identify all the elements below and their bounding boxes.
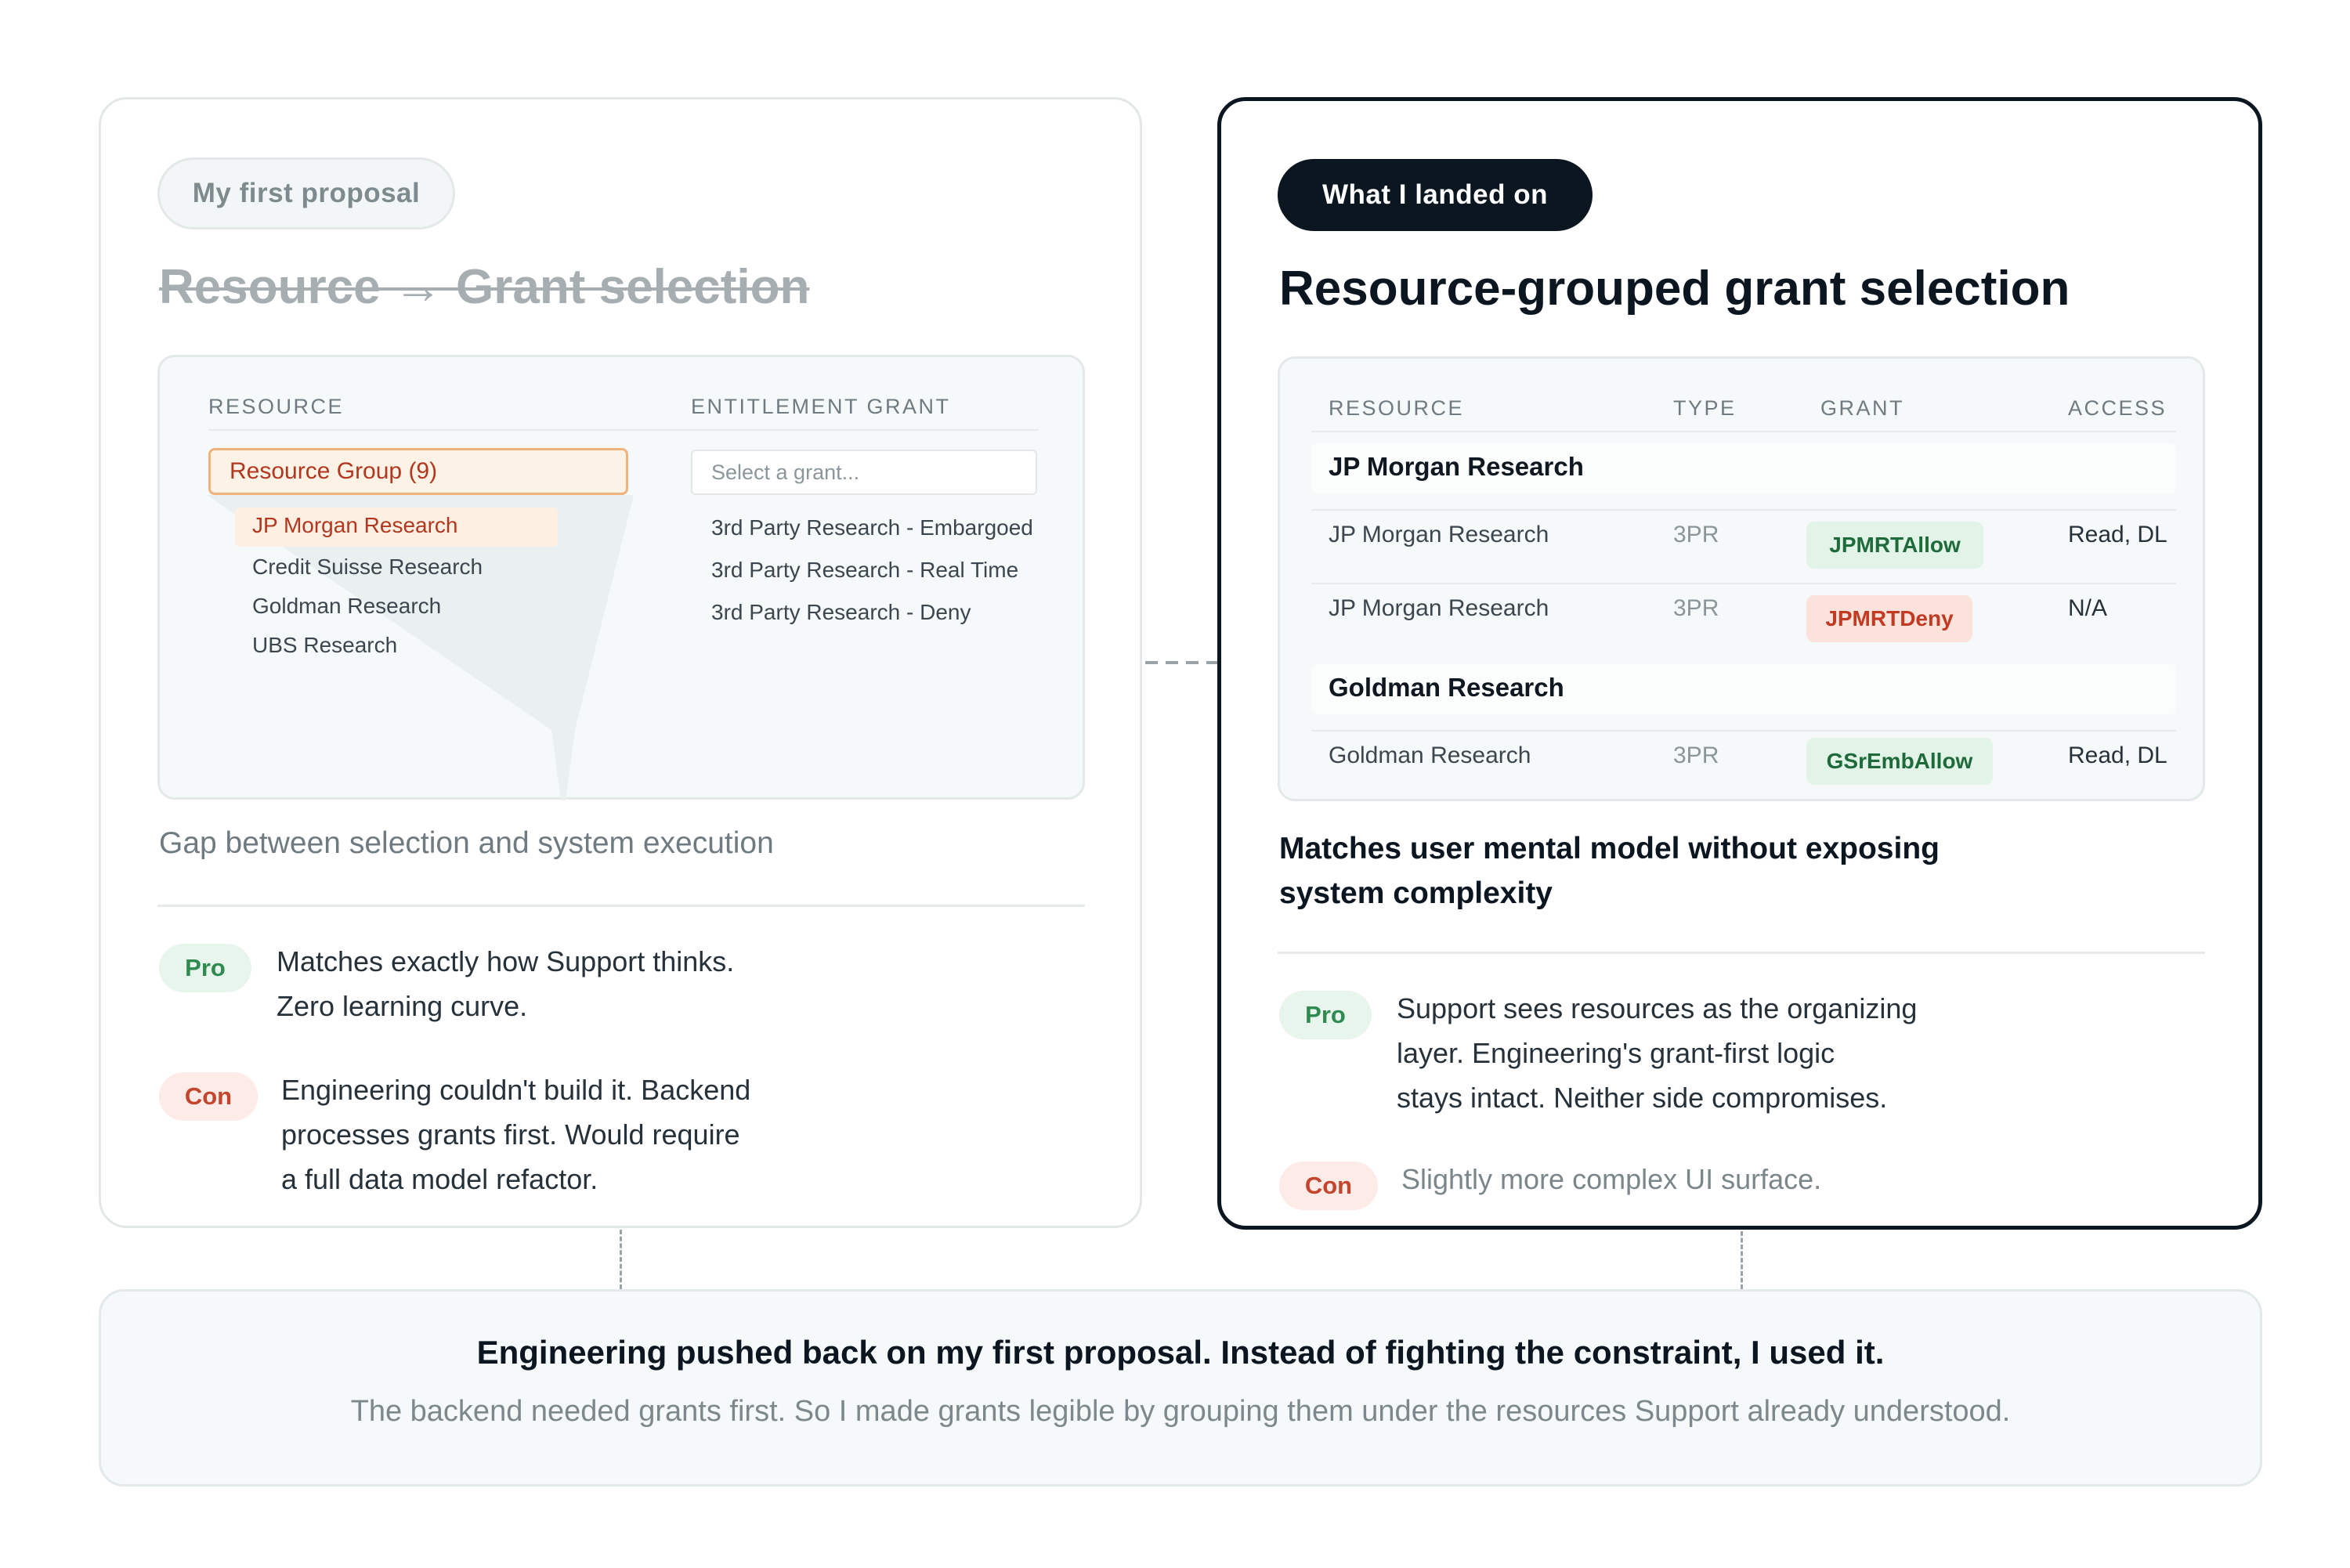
- grant-select-placeholder: Select a grant...: [711, 460, 860, 484]
- right-connector-line: [1741, 1231, 1743, 1289]
- row-access: N/A: [2068, 595, 2108, 621]
- pro-text-line: Zero learning curve.: [277, 990, 528, 1022]
- resource-group-select[interactable]: [208, 448, 628, 495]
- table-header-access: ACCESS: [2068, 396, 2167, 420]
- row-resource: Goldman Research: [1329, 742, 1531, 768]
- con-text-line: a full data model refactor.: [281, 1163, 598, 1195]
- row-access: Read, DL: [2068, 742, 2167, 768]
- pro-text-line: Matches exactly how Support thinks.: [277, 945, 735, 977]
- resource-item[interactable]: UBS Research: [252, 633, 398, 657]
- table-header-divider: [1311, 431, 2176, 432]
- grant-chip-allow[interactable]: JPMRTAllow: [1806, 522, 1983, 569]
- final-solution-title: Resource-grouped grant selection: [1279, 262, 2070, 316]
- row-access: Read, DL: [2068, 522, 2167, 547]
- grant-option[interactable]: 3rd Party Research - Deny: [711, 600, 971, 624]
- grant-chip-allow[interactable]: GSrEmbAllow: [1806, 738, 1993, 785]
- first-proposal-caption: Gap between selection and system execution: [159, 826, 774, 860]
- row-type: 3PR: [1673, 595, 1719, 621]
- pro-text-line: Support sees resources as the organizing: [1397, 992, 1918, 1024]
- first-proposal-card: [99, 97, 1142, 1228]
- entitlement-grant-column-header: ENTITLEMENT GRANT: [691, 395, 951, 418]
- row-type: 3PR: [1673, 522, 1719, 547]
- right-card-divider: [1278, 952, 2205, 954]
- group-name: Goldman Research: [1329, 673, 1564, 702]
- table-header-type: TYPE: [1673, 396, 1737, 420]
- pro-text-line: layer. Engineering's grant-first logic: [1397, 1037, 1835, 1069]
- banner-subline: The backend needed grants first. So I made grants legible by grouping them under the resources Support already understood.: [350, 1395, 2011, 1428]
- table-header-grant: GRANT: [1820, 396, 1904, 420]
- table-header-resource: RESOURCE: [1329, 396, 1465, 420]
- summary-banner: [99, 1289, 2262, 1487]
- resource-item[interactable]: JP Morgan Research: [252, 513, 458, 537]
- resource-item[interactable]: Credit Suisse Research: [252, 555, 483, 579]
- grant-option[interactable]: 3rd Party Research - Embargoed: [711, 515, 1033, 540]
- resource-item[interactable]: Goldman Research: [252, 594, 442, 618]
- con-tag: Con: [159, 1072, 258, 1121]
- group-name: JP Morgan Research: [1329, 452, 1584, 481]
- first-proposal-mockup: [157, 355, 1085, 800]
- caption-line: Matches user mental model without exposing: [1279, 832, 1940, 865]
- resource-column-header: RESOURCE: [208, 395, 345, 418]
- left-connector-line: [620, 1230, 622, 1289]
- left-mock-header-divider: [208, 429, 1039, 431]
- caption-line: system complexity: [1279, 876, 1553, 910]
- row-resource: JP Morgan Research: [1329, 595, 1549, 621]
- grant-chip-deny[interactable]: JPMRTDeny: [1806, 595, 1972, 642]
- final-solution-pill: What I landed on: [1278, 159, 1593, 231]
- con-text: Slightly more complex UI surface.: [1401, 1163, 1822, 1195]
- grant-select-input[interactable]: [691, 450, 1037, 495]
- pro-text-line: stays intact. Neither side compromises.: [1397, 1082, 1888, 1114]
- pro-text: [1397, 986, 1917, 1120]
- grant-option[interactable]: 3rd Party Research - Real Time: [711, 558, 1019, 582]
- row-resource: JP Morgan Research: [1329, 522, 1549, 547]
- pro-tag: Pro: [159, 944, 251, 992]
- banner-headline: Engineering pushed back on my first proposal. Instead of fighting the constraint, I used it.: [476, 1334, 1885, 1371]
- pro-text: [277, 939, 734, 1028]
- final-solution-caption: [1279, 826, 1940, 916]
- con-text: [281, 1068, 750, 1201]
- resource-group-label: Resource Group (9): [230, 458, 438, 484]
- con-text-line: processes grants first. Would require: [281, 1118, 740, 1151]
- grant-table: [1278, 356, 2205, 801]
- left-card-divider: [157, 905, 1085, 907]
- con-tag: Con: [1279, 1162, 1378, 1210]
- pro-tag: Pro: [1279, 991, 1372, 1039]
- row-type: 3PR: [1673, 742, 1719, 768]
- first-proposal-title: Resource → Grant selection: [159, 260, 810, 314]
- first-proposal-pill: My first proposal: [157, 157, 455, 229]
- con-text-line: Engineering couldn't build it. Backend: [281, 1074, 751, 1106]
- final-solution-card: [1217, 97, 2262, 1230]
